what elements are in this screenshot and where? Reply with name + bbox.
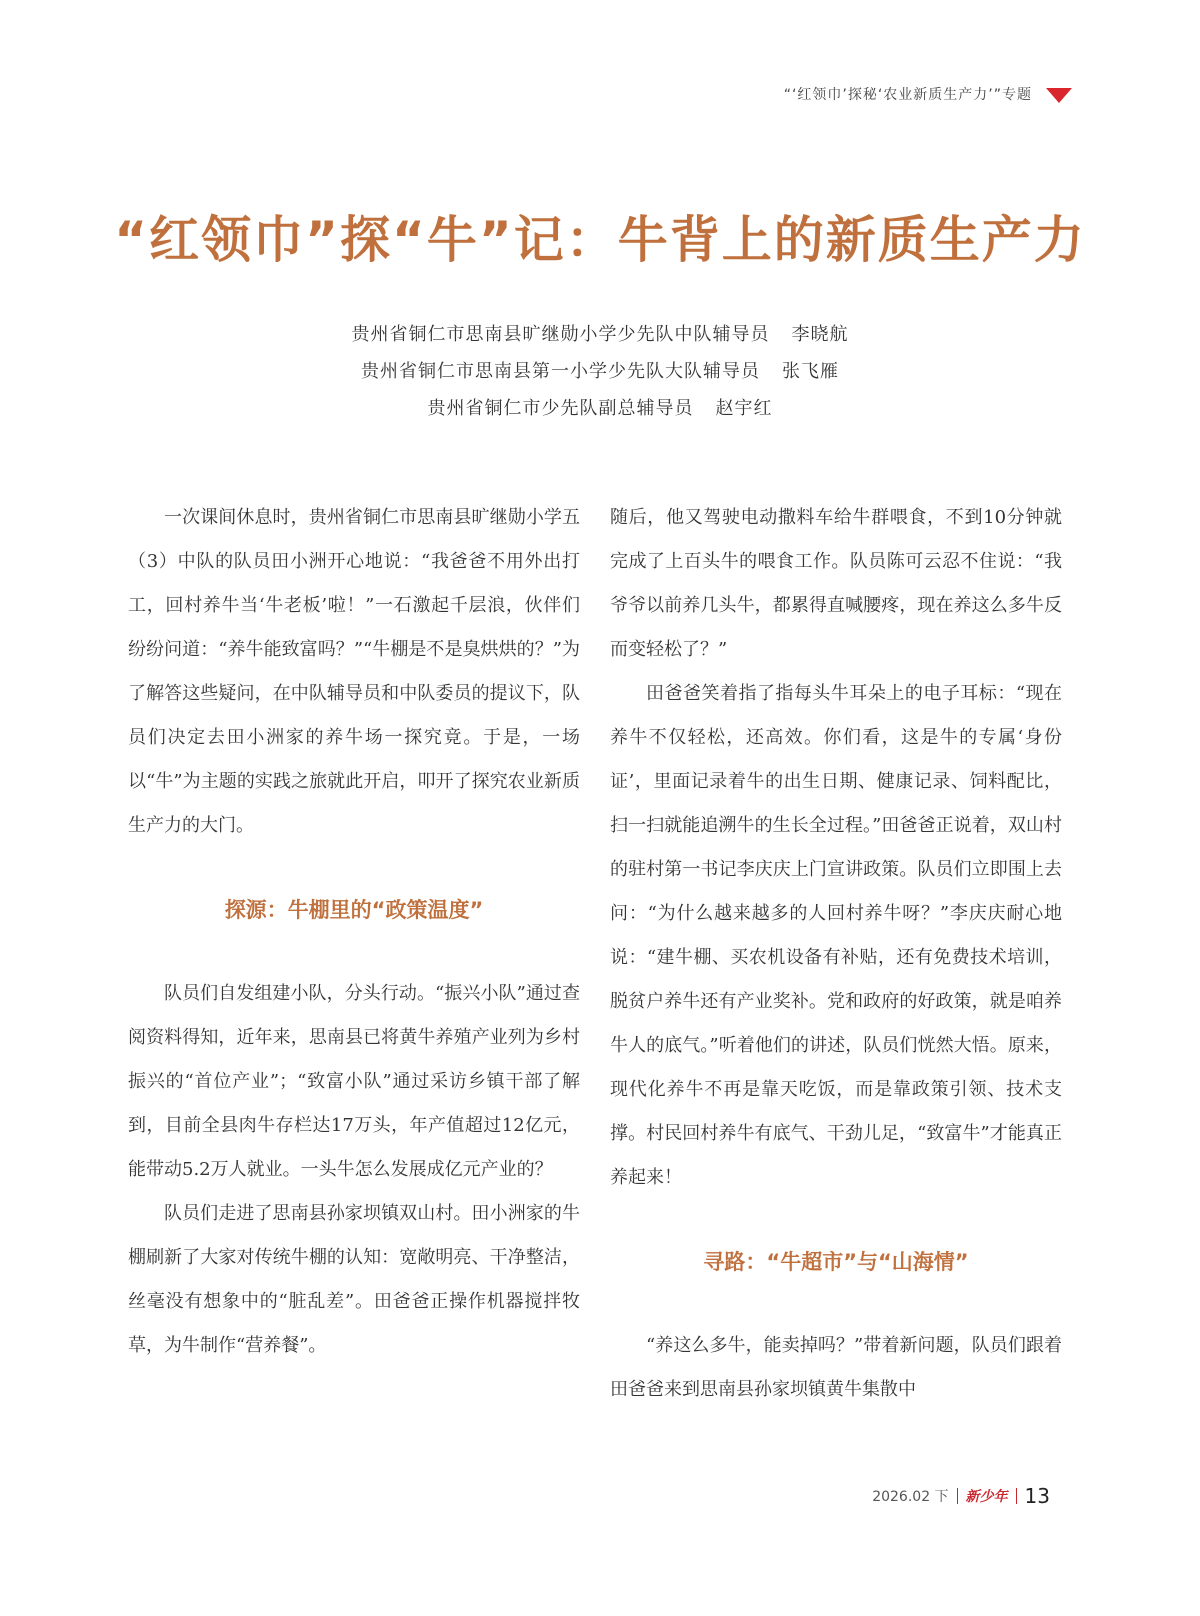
section-heading: 探源：牛棚里的“政策温度” xyxy=(224,898,484,922)
author-list xyxy=(0,316,1200,427)
paragraph: 田爸爸笑着指了指每头牛耳朵上的电子耳标：“现在养牛不仅轻松，还高效。你们看，这是牛的专属‘身份证’，里面记录着牛的出生日期、健康记录、饲料配比，扫一扫就能追溯牛的生长全过程。”田爸爸正说着，双山村的驻村第一书记李庆庆上门宣讲政策。队员们立即围上去问：“为什么越来越多的人回村养牛呀？”李庆庆耐心地说：“建牛棚、买农机设备有补贴，还有免费技术培训，脱贫户养牛还有产业奖补。党和政府的好政策，就是咱养牛人的底气。”听着他们的讲述，队员们恍然大悟。原来，现代化养牛不再是靠天吃饭，而是靠政策引领、技术支撑。村民回村养牛有底气、干劲儿足，“致富牛”才能真正养起来！ xyxy=(610,683,1062,1188)
page-footer xyxy=(872,1484,1050,1508)
paragraph: 一次课间休息时，贵州省铜仁市思南县旷继勋小学五（3）中队的队员田小洲开心地说：“我爸爸不用外出打工，回村养牛当‘牛老板’啦！”一石激起千层浪，伙伴们纷纷问道：“养牛能致富吗？”“牛棚是不是臭烘烘的？”为了解答这些疑问，在中队辅导员和中队委员的提议下，队员们决定去田小洲家的养牛场一探究竟。于是，一场以“牛”为主题的实践之旅就此开启，叩开了探究农业新质生产力的大门。 xyxy=(128,507,580,836)
article-title: “红领巾”探“牛”记：牛背上的新质生产力 xyxy=(114,211,1086,269)
column-header-tag: “‘红领巾’探秘‘农业新质生产力’”专题 xyxy=(783,87,1032,103)
paragraph: 队员们自发组建小队，分头行动。“振兴小队”通过查阅资料得知，近年来，思南县已将黄牛养殖产业列为乡村振兴的“首位产业”；“致富小队”通过采访乡镇干部了解到，目前全县肉牛存栏达17万头，年产值超过12亿元，能带动5.2万人就业。一头牛怎么发展成亿元产业的？ xyxy=(128,983,580,1180)
author-line xyxy=(0,390,1200,427)
page-number: 13 xyxy=(1024,1484,1050,1508)
author-line xyxy=(0,353,1200,390)
triangle-marker-icon xyxy=(1046,88,1072,103)
author-role: 贵州省铜仁市思南县第一小学少先队大队辅导员 xyxy=(361,361,760,382)
divider xyxy=(1016,1488,1017,1504)
author-line xyxy=(0,316,1200,353)
section-heading: 寻路：“牛超市”与“山海情” xyxy=(703,1250,969,1274)
paragraph: 队员们走进了思南县孙家坝镇双山村。田小洲家的牛棚刷新了大家对传统牛棚的认知：宽敞明亮、干净整洁，丝毫没有想象中的“脏乱差”。田爸爸正操作机器搅拌牧草，为牛制作“营养餐”。 xyxy=(128,1203,580,1356)
author-role: 贵州省铜仁市少先队副总辅导员 xyxy=(427,398,694,419)
paragraph: 随后，他又驾驶电动撒料车给牛群喂食，不到10分钟就完成了上百头牛的喂食工作。队员陈可云忍不住说：“我爷爷以前养几头牛，都累得直喊腰疼，现在养这么多牛反而变轻松了？” xyxy=(610,507,1062,660)
author-name: 李晓航 xyxy=(791,324,849,345)
divider xyxy=(957,1488,958,1504)
issue-date: 2026.02 下 xyxy=(872,1489,949,1505)
author-role: 贵州省铜仁市思南县旷继勋小学少先队中队辅导员 xyxy=(351,324,770,345)
author-name: 赵宇红 xyxy=(715,398,773,419)
paragraph: “养这么多牛，能卖掉吗？”带着新问题，队员们跟着田爸爸来到思南县孙家坝镇黄牛集散中 xyxy=(610,1335,1062,1400)
right-column xyxy=(610,496,1062,1412)
author-name: 张飞雁 xyxy=(782,361,839,382)
magazine-logo: 新少年 xyxy=(965,1489,1008,1505)
left-column xyxy=(128,496,580,1368)
